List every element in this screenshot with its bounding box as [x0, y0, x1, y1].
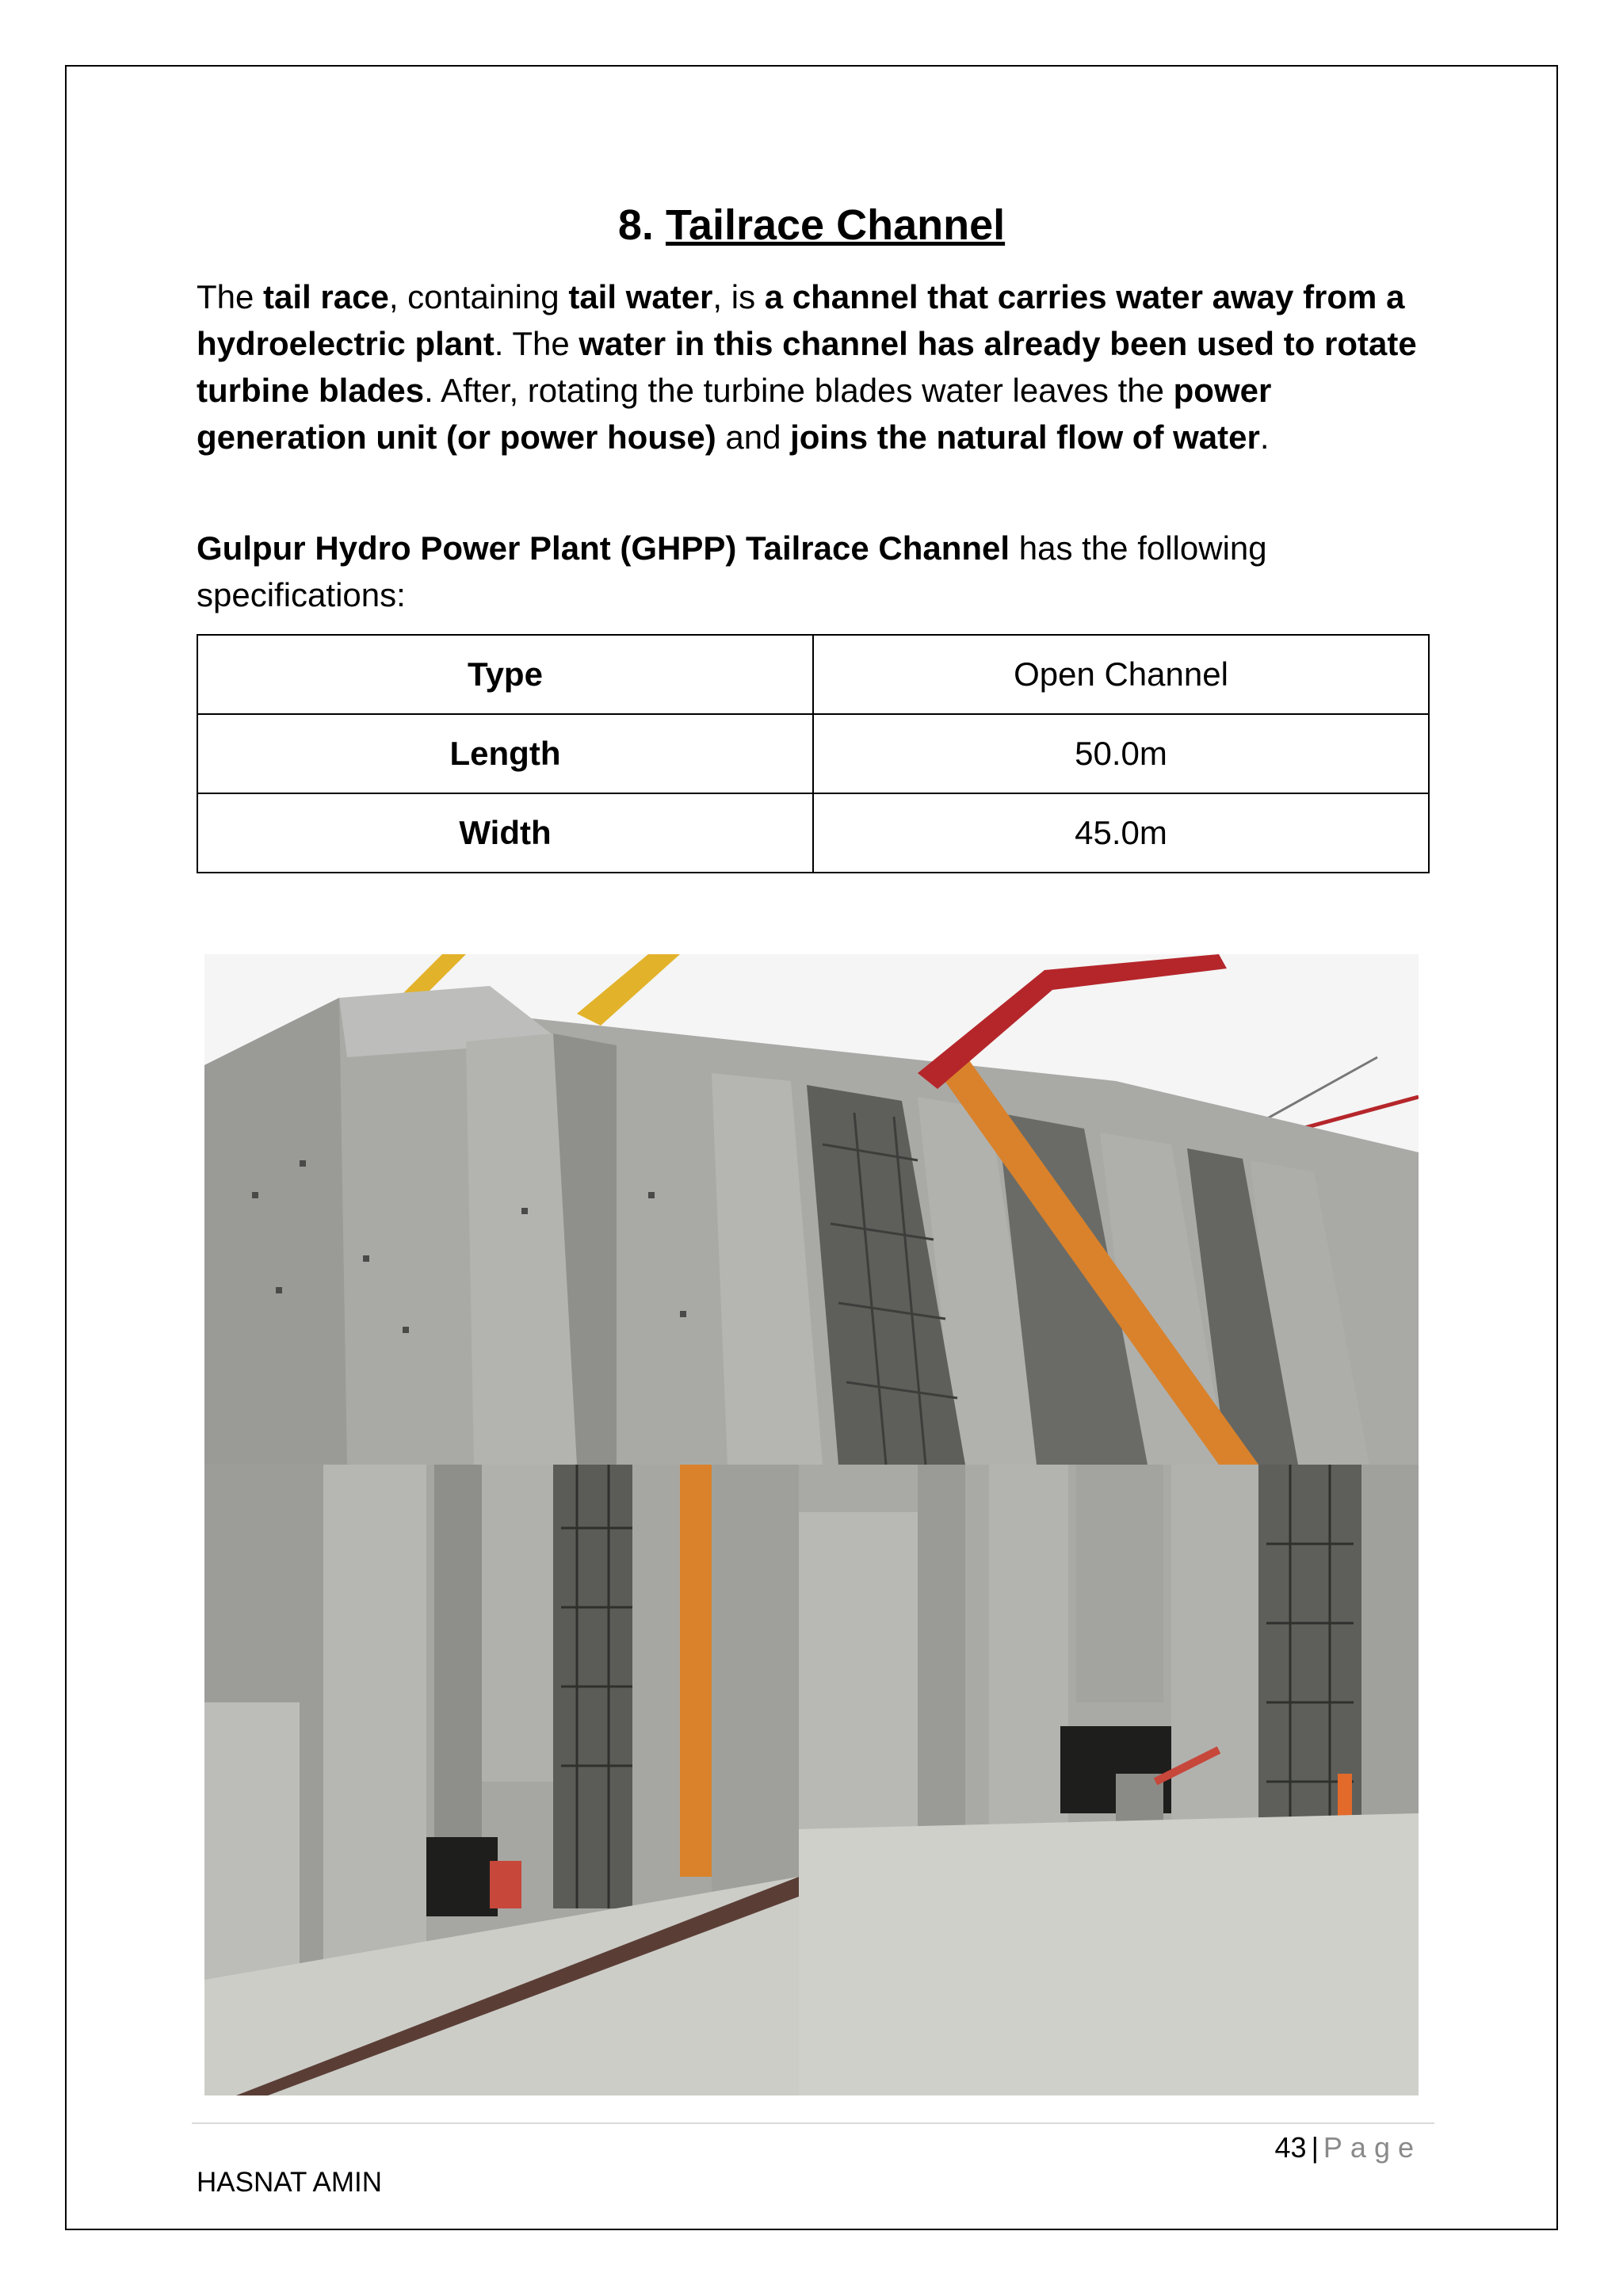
spec-intro-bold: Gulpur Hydro Power Plant (GHPP) Tailrace Channel — [197, 529, 1010, 567]
intro-text: . — [1259, 418, 1270, 456]
page-number-value: 43 — [1274, 2131, 1307, 2164]
intro-text: and — [716, 418, 791, 456]
intro-bold: tail race — [263, 278, 389, 315]
section-title: Tailrace Channel — [665, 201, 1006, 249]
intro-bold: a channel that carries water away from a hydroelectric plant — [197, 278, 1405, 362]
footer-author: HASNAT AMIN — [197, 2167, 383, 2198]
intro-text: , containing — [388, 278, 569, 315]
spec-value: Open Channel — [813, 635, 1429, 714]
spec-intro-text: has the following specifications: — [197, 529, 1267, 613]
intro-text: The — [197, 278, 264, 315]
page-number — [1275, 2130, 1422, 2165]
spec-key: Width — [197, 793, 813, 873]
photo-outlet-gate-right-image — [799, 1465, 1419, 2095]
photo-outlet-gate-right — [799, 1465, 1419, 2095]
photo-outlet-gate-left-image — [204, 1465, 799, 2095]
spec-key: Length — [197, 714, 813, 793]
spec-key: Type — [197, 635, 813, 714]
page-label: Page — [1323, 2131, 1422, 2164]
intro-bold: joins the natural flow of water — [790, 418, 1260, 456]
table-row — [197, 714, 1429, 793]
footer-rule — [192, 2122, 1434, 2124]
photo-powerhouse-outlet — [204, 954, 1419, 1465]
photo-powerhouse-outlet-image — [204, 954, 1419, 1465]
page-number-separator: | — [1311, 2131, 1319, 2164]
table-row — [197, 793, 1429, 873]
section-heading — [0, 197, 1623, 254]
spec-table — [197, 634, 1430, 873]
intro-bold: tail water — [568, 278, 713, 315]
intro-paragraph — [197, 273, 1433, 460]
intro-text: , is — [712, 278, 765, 315]
spec-value: 45.0m — [813, 793, 1429, 873]
intro-bold: power generation unit (or power house) — [197, 372, 1272, 456]
section-number: 8. — [617, 201, 654, 249]
intro-text: . After, rotating the turbine blades water leaves the — [424, 372, 1174, 409]
spec-value: 50.0m — [813, 714, 1429, 793]
table-row — [197, 635, 1429, 714]
intro-text: . The — [494, 325, 579, 362]
spec-intro-paragraph — [197, 525, 1433, 618]
photo-outlet-gate-left — [204, 1465, 799, 2095]
intro-bold: water in this channel has already been used to rotate turbine blades — [197, 325, 1417, 409]
